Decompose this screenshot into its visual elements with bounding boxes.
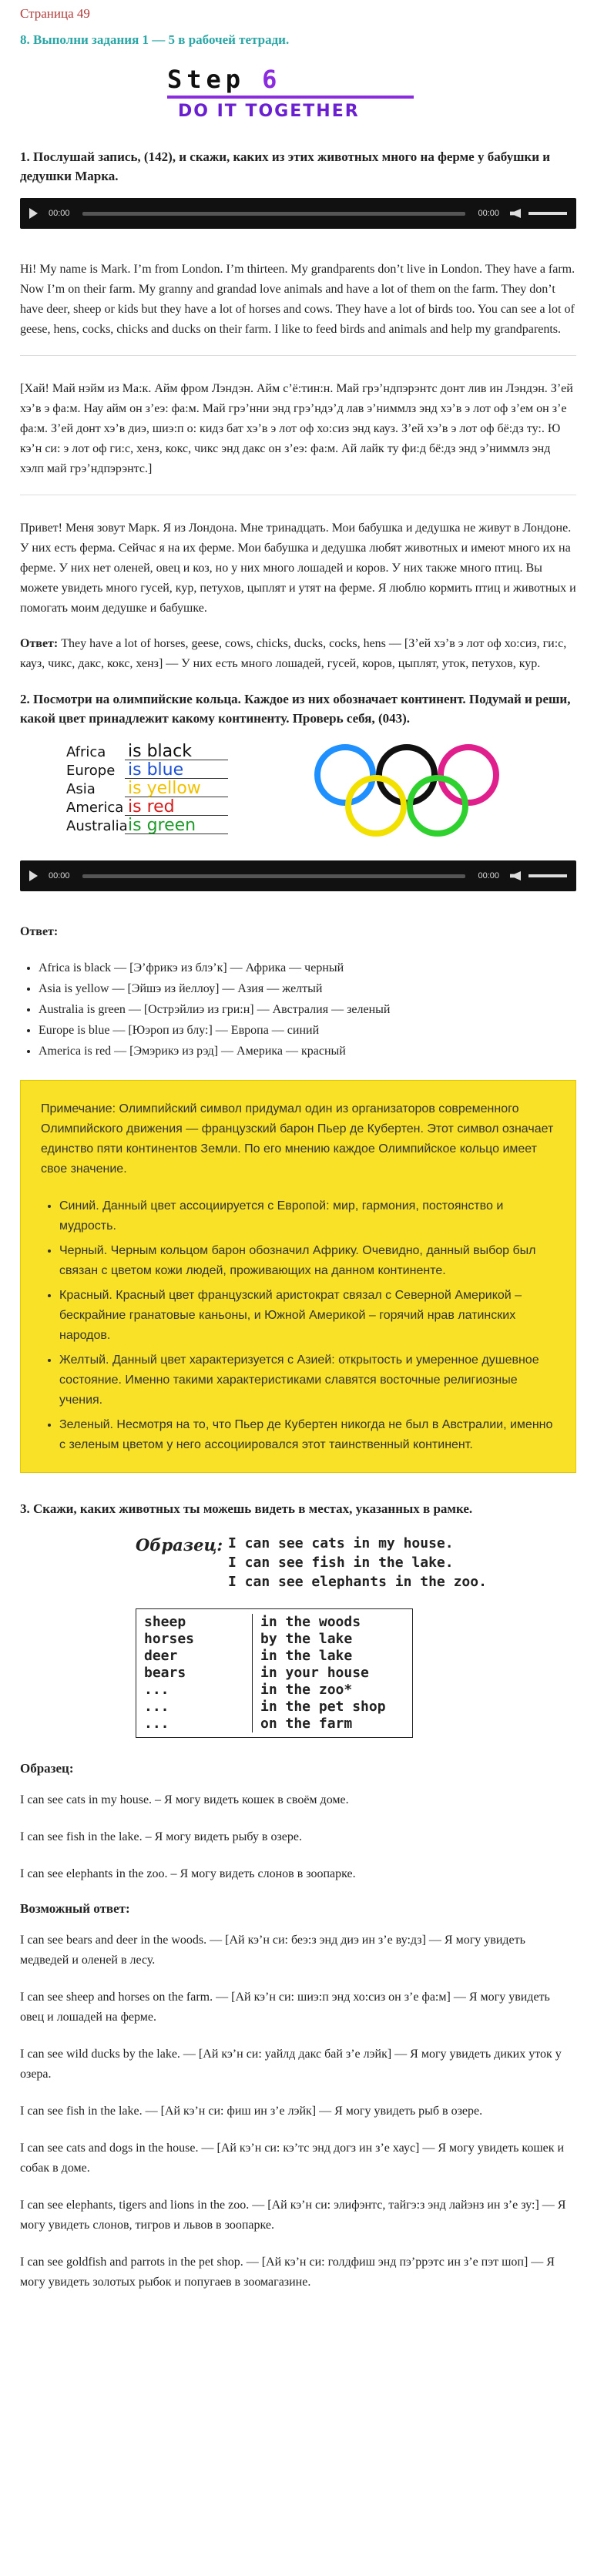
continent-color-list [66, 744, 282, 837]
note-item: • Синий. Данный цвет ассоциируется с Европой: мир, гармония, постоянство и мудрость. [59, 1196, 555, 1236]
continent-color: is yellow [125, 781, 228, 797]
answer-item: • Australia is green — [Острэйлиэ из гри:н] — Австралия — зеленый [39, 999, 576, 1020]
word-box-place: on the farm [260, 1716, 353, 1732]
answer-text: They have a lot of horses, geese, cows, chicks, ducks, cocks, hens — [З’ей хэ’в э лот оф хо:сиз, ги:с, кауз, чикс, дакс, кокс, хенз] — У них есть много лошадей, гусей, коров, цыплят, уток, петухов, кур. [20, 637, 567, 670]
sample-figure-lines [228, 1534, 487, 1592]
step-underline [167, 96, 414, 99]
word-box-animal: bears [144, 1665, 186, 1681]
continent-color: is red [125, 800, 228, 816]
samples-list [20, 1790, 576, 1884]
task-heading: 8. Выполни задания 1 — 5 в рабочей тетради. [20, 32, 290, 47]
note-item: • Красный. Красный цвет французский аристократ связал с Северной Америкой – бескрайние гранатовые каньоны, и Южной Америкой – горячий нрав латинских народов. [59, 1286, 555, 1346]
step-title [167, 65, 429, 94]
step-subtitle: DO IT TOGETHER [178, 102, 360, 121]
possible-answers-list [20, 1930, 576, 2293]
page-number: Страница 49 [20, 6, 90, 21]
transcription-text: [Хай! Май нэйм из Ма:к. Айм фром Лэндэн. Айм с’ё:тин:н. Май грэ’ндпэрэнтс донт лив ин Лэндэн. З’ей хэ’в э фа:м. Нау айм он з’еэ: фа:м. Май грэ’нни энд грэ’ндэ’д лав э’ниммлз энд хэ’в э лот оф з’ем он з’е фа:м. З’ей донт хэ’в диэ, шиэ:п о: кидз бат хэ’в э лот оф хо:сиз энд кауз. З’ей хэ’в э лот оф бё:дз ту:. Ю кэ’н си: э лот оф ги:с, хенз, кокс, чикс энд дакс он з’еэ: фа:м. Ай лайк ту фи:д бё:дз энд э’ниммлз энд хэлп май грэ’ндпэрэнтс.] [20, 382, 573, 475]
possible-answer: I can see bears and deer in the woods. — [Ай кэ’н си: беэ:з энд диэ ин з’е ву:дз] — Я могу увидеть медведей и оленей в лесу. [20, 1934, 525, 1967]
olympic-ring [348, 778, 404, 834]
answer-label: Ответ: [20, 925, 59, 938]
sample-sentence: I can see elephants in the zoo. [228, 1574, 487, 1590]
note-box [20, 1080, 576, 1473]
play-icon[interactable] [29, 870, 38, 881]
word-box-animals [144, 1614, 253, 1732]
possible-answer: I can see goldfish and parrots in the pet shop. — [Ай кэ’н си: голдфиш энд пэ’ррэтс ин з’е пэт шоп] — Я могу увидеть золотых рыбок и попугаев в зоомагазине. [20, 2256, 555, 2289]
answers-list [20, 958, 576, 1062]
audio-time-current: 00:00 [49, 871, 70, 880]
olympic-ring [317, 747, 373, 803]
volume-icon[interactable] [510, 871, 521, 880]
sample-sentence-translation: I can see elephants in the zoo. – Я могу видеть слонов в зоопарке. [20, 1867, 356, 1880]
possible-answer: I can see fish in the lake. — [Ай кэ’н си: фиш ин з’е лэйк] — Я могу увидеть рыб в озере. [20, 2105, 483, 2118]
russian-text: Привет! Меня зовут Марк. Я из Лондона. Мне тринадцать. Мои бабушка и дедушка не живут в Лондоне. У них есть ферма. Сейчас я на их ферме. Мои бабушка и дедушка любят животных и имеют много их на ферме. У них нет оленей, овец и коз, но у них много лошадей и коров. У них также много птиц. Вы можете увидеть много гусей, кур, петухов, цыплят и утят на ферме. Я люблю кормить птиц и животных и помогать моим дедушке и бабушке. [20, 522, 576, 615]
sample-sentence: I can see fish in the lake. [228, 1555, 454, 1571]
continent-name: Australia [66, 818, 128, 834]
answer-item: • Africa is black — [Э’фрикэ из блэ’к] — Африка — черный [39, 958, 576, 978]
continent-color: is blue [125, 763, 228, 779]
audio-time-total: 00:00 [478, 209, 499, 218]
word-box-animal: deer [144, 1648, 178, 1664]
word-box-place: in the zoo* [260, 1682, 353, 1698]
audio-player-1[interactable] [20, 198, 576, 229]
sample-sentence: I can see cats in my house. [228, 1535, 454, 1551]
continent-name: Asia [66, 781, 96, 797]
divider [20, 355, 576, 356]
word-box-place: in the lake [260, 1648, 353, 1664]
continent-name: Africa [66, 744, 106, 760]
question-2-title: 2. Посмотри на олимпийские кольца. Каждое из них обозначает континент. Подумай и реши, какой цвет принадлежит какому континенту. Проверь себя, (043). [20, 692, 571, 726]
answer-item: • Europe is blue — [Юэроп из блу:] — Европа — синий [39, 1020, 576, 1041]
word-box-animal: sheep [144, 1614, 186, 1630]
word-box [136, 1608, 413, 1738]
step-word: Step [167, 65, 246, 94]
step-number: 6 [262, 65, 282, 94]
word-box-place: in the woods [260, 1614, 361, 1630]
olympic-rings-figure [66, 740, 576, 840]
continent-color: is green [125, 818, 228, 834]
word-box-animal: ... [144, 1716, 169, 1732]
continent-name: America [66, 800, 124, 816]
possible-answer: I can see wild ducks by the lake. — [Ай кэ’н си: уайлд дакс бай з’е лэйк] — Я могу увидеть диких уток у озера. [20, 2048, 562, 2081]
word-box-animal: horses [144, 1631, 195, 1647]
possible-answer: I can see sheep and horses on the farm. — [Ай кэ’н си: шиэ:п энд хо:сиз он з’е фа:м] — Я могу увидеть овец и лошадей на ферме. [20, 1991, 550, 2024]
step-banner [167, 65, 429, 121]
note-intro: Примечание: Олимпийский символ придумал один из организаторов современного Олимпийского движения — французский барон Пьер де Кубертен. Этот символ означает единство пяти континентов Земли. По его мнению каждое Олимпийское кольцо имеет свое значение. [41, 1102, 554, 1176]
audio-progress-track[interactable] [82, 874, 466, 878]
answer-1 [20, 634, 576, 674]
answer-label: Ответ: [20, 637, 59, 650]
english-text: Hi! My name is Mark. I’m from London. I’m thirteen. My grandparents don’t live in London. They have a farm. Now I’m on their farm. My granny and grandad love animals and have a lot of them on the farm. They don’t have deer, sheep or kids but they have a lot of horses and cows. They have a lot of birds too. You can see a lot of geese, hens, cocks, chicks and ducks on their farm. I like to feed birds and animals and help my grandparents. [20, 263, 575, 336]
note-list [41, 1196, 555, 1455]
word-box-animal: ... [144, 1682, 169, 1698]
audio-time-current: 00:00 [49, 209, 70, 218]
possible-answer-label: Возможный ответ: [20, 1901, 130, 1916]
sample-figure-label: Образец: [136, 1535, 223, 1555]
olympic-rings-image [307, 740, 507, 840]
word-box-places [260, 1614, 386, 1732]
continent-row [66, 818, 282, 837]
continent-color: is black [125, 744, 228, 760]
volume-slider[interactable] [528, 874, 567, 877]
audio-time-total: 00:00 [478, 871, 499, 880]
sample-sentence-translation: I can see cats in my house. – Я могу видеть кошек в своём доме. [20, 1793, 349, 1806]
sample-label: Образец: [20, 1761, 74, 1776]
volume-slider[interactable] [528, 212, 567, 215]
play-icon[interactable] [29, 208, 38, 219]
answer-item: • America is red — [Эмэрикэ из рэд] — Америка — красный [39, 1041, 576, 1062]
olympic-ring [410, 778, 465, 834]
sample-sentence-translation: I can see fish in the lake. – Я могу видеть рыбу в озере. [20, 1830, 302, 1843]
continent-name: Europe [66, 763, 116, 779]
question-1-title: 1. Послушай запись, (142), и скажи, каких из этих животных много на ферме у бабушки и дедушки Марка. [20, 149, 551, 183]
answer-item: • Asia is yellow — [Эйшэ из йеллоу] — Азия — желтый [39, 978, 576, 999]
possible-answer: I can see elephants, tigers and lions in the zoo. — [Ай кэ’н си: элифэнтс, тайгэ:з энд лайэнз ин з’е зу:] — Я могу увидеть слонов, тигров и львов в зоопарке. [20, 2199, 566, 2232]
note-item: • Желтый. Данный цвет характеризуется с Азией: открытость и умеренное душевное состояние. Именно такими характеристиками славятся восточные религиозные учения. [59, 1350, 555, 1410]
audio-player-2[interactable] [20, 860, 576, 891]
olympic-ring [441, 747, 496, 803]
audio-progress-track[interactable] [82, 212, 466, 216]
note-item: • Черный. Черным кольцом барон обозначил Африку. Очевидно, данный выбор был связан с цветом кожи людей, проживающих на данном континенте. [59, 1241, 555, 1281]
word-box-place: by the lake [260, 1631, 353, 1647]
olympic-ring [379, 747, 435, 803]
word-box-animal: ... [144, 1699, 169, 1715]
word-box-place: in the pet shop [260, 1699, 386, 1715]
sample-figure [136, 1534, 576, 1738]
word-box-place: in your house [260, 1665, 369, 1681]
question-3-title: 3. Скажи, каких животных ты можешь видеть в местах, указанных в рамке. [20, 1501, 473, 1516]
note-item: • Зеленый. Несмотря на то, что Пьер де Кубертен никогда не был в Австралии, именно с зеленым цветом у него ассоциировался этот таинственный континент. [59, 1415, 555, 1455]
volume-icon[interactable] [510, 209, 521, 218]
possible-answer: I can see cats and dogs in the house. — [Ай кэ’н си: кэ’тс энд догз ин з’е хаус] — Я могу увидеть кошек и собак в доме. [20, 2142, 565, 2175]
